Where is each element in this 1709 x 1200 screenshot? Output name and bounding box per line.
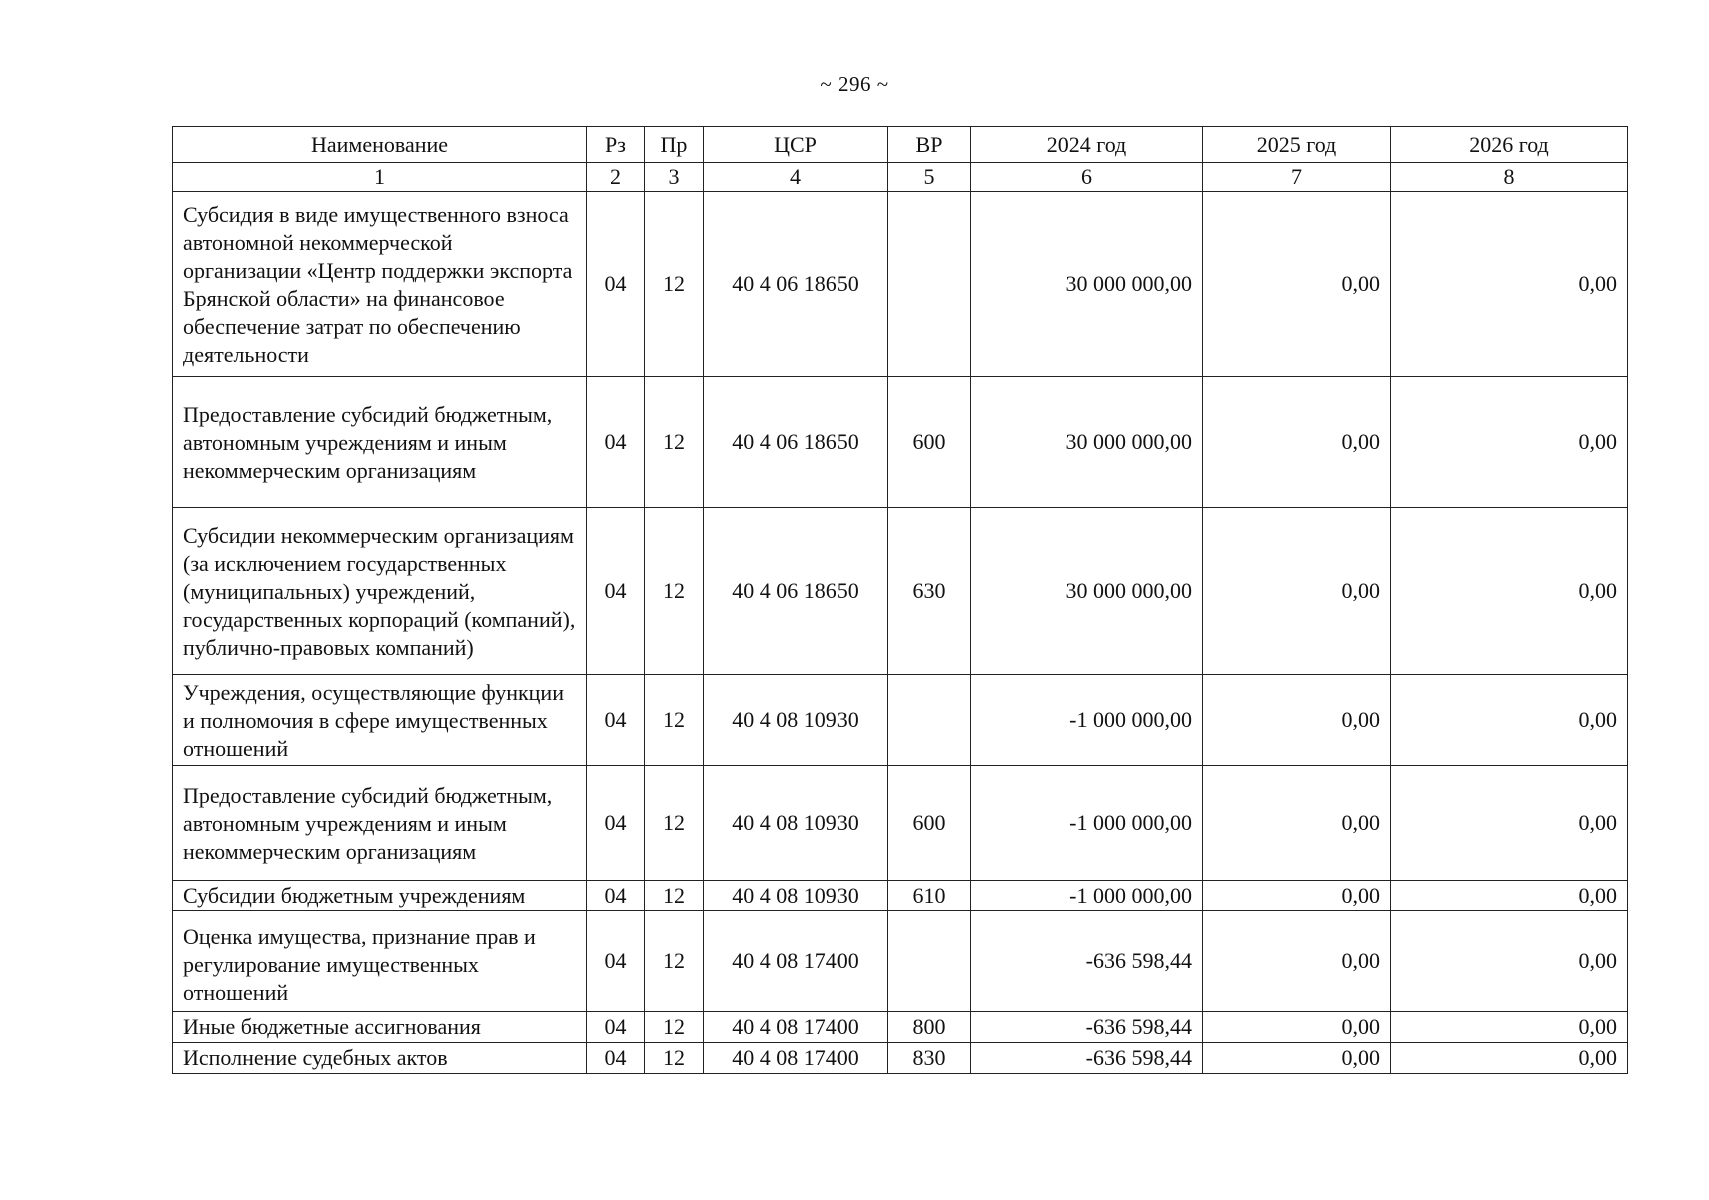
column-number: 5	[888, 163, 971, 192]
row-rz: 04	[587, 881, 645, 911]
row-vr: 610	[888, 881, 971, 911]
row-2026: 0,00	[1391, 192, 1628, 377]
table-row	[173, 508, 1628, 675]
row-pr: 12	[645, 1012, 704, 1043]
row-pr: 12	[645, 1043, 704, 1074]
row-2024: -1 000 000,00	[971, 766, 1203, 881]
row-csr: 40 4 08 17400	[704, 1012, 888, 1043]
header-csr: ЦСР	[704, 127, 888, 163]
row-pr: 12	[645, 192, 704, 377]
row-2025: 0,00	[1203, 1043, 1391, 1074]
table-row	[173, 192, 1628, 377]
row-2024: -636 598,44	[971, 1043, 1203, 1074]
row-2025: 0,00	[1203, 1012, 1391, 1043]
row-rz: 04	[587, 1043, 645, 1074]
row-vr: 600	[888, 766, 971, 881]
row-csr: 40 4 08 17400	[704, 1043, 888, 1074]
page-number: ~ 296 ~	[820, 72, 889, 96]
header-name: Наименование	[173, 127, 587, 163]
row-csr: 40 4 06 18650	[704, 377, 888, 508]
row-rz: 04	[587, 766, 645, 881]
column-number: 7	[1203, 163, 1391, 192]
column-number: 8	[1391, 163, 1628, 192]
header-pr: Пр	[645, 127, 704, 163]
row-2024: 30 000 000,00	[971, 192, 1203, 377]
row-vr	[888, 675, 971, 766]
row-name: Предоставление субсидий бюджетным, автономным учреждениям и иным некоммерческим организациям	[173, 766, 587, 881]
header-vr: ВР	[888, 127, 971, 163]
column-number: 4	[704, 163, 888, 192]
column-number: 6	[971, 163, 1203, 192]
row-name: Предоставление субсидий бюджетным, автономным учреждениям и иным некоммерческим организациям	[173, 377, 587, 508]
row-rz: 04	[587, 508, 645, 675]
row-2024: 30 000 000,00	[971, 508, 1203, 675]
row-rz: 04	[587, 377, 645, 508]
row-name: Субсидии некоммерческим организациям (за исключением государственных (муниципальных) учреждений, государственных корпораций (компаний), публично-правовых компаний)	[173, 508, 587, 675]
row-2025: 0,00	[1203, 881, 1391, 911]
row-2026: 0,00	[1391, 1043, 1628, 1074]
table-row	[173, 766, 1628, 881]
column-number: 1	[173, 163, 587, 192]
header-2025: 2025 год	[1203, 127, 1391, 163]
column-number: 2	[587, 163, 645, 192]
column-number: 3	[645, 163, 704, 192]
row-vr	[888, 192, 971, 377]
row-vr: 800	[888, 1012, 971, 1043]
row-2026: 0,00	[1391, 766, 1628, 881]
row-csr: 40 4 08 10930	[704, 881, 888, 911]
row-name: Исполнение судебных актов	[173, 1043, 587, 1074]
row-2024: -1 000 000,00	[971, 881, 1203, 911]
row-csr: 40 4 08 10930	[704, 766, 888, 881]
row-rz: 04	[587, 1012, 645, 1043]
row-2025: 0,00	[1203, 377, 1391, 508]
row-2026: 0,00	[1391, 508, 1628, 675]
row-2026: 0,00	[1391, 911, 1628, 1012]
row-pr: 12	[645, 881, 704, 911]
row-csr: 40 4 06 18650	[704, 508, 888, 675]
table-row	[173, 911, 1628, 1012]
row-vr	[888, 911, 971, 1012]
row-pr: 12	[645, 766, 704, 881]
row-2025: 0,00	[1203, 911, 1391, 1012]
header-row	[173, 127, 1628, 163]
row-2025: 0,00	[1203, 508, 1391, 675]
row-2024: -1 000 000,00	[971, 675, 1203, 766]
row-name: Субсидия в виде имущественного взноса автономной некоммерческой организации «Центр поддержки экспорта Брянской области» на финансовое обеспечение затрат по обеспечению деятельности	[173, 192, 587, 377]
row-2026: 0,00	[1391, 377, 1628, 508]
row-name: Оценка имущества, признание прав и регулирование имущественных отношений	[173, 911, 587, 1012]
row-vr: 600	[888, 377, 971, 508]
row-2026: 0,00	[1391, 881, 1628, 911]
row-rz: 04	[587, 911, 645, 1012]
row-csr: 40 4 08 17400	[704, 911, 888, 1012]
header-2026: 2026 год	[1391, 127, 1628, 163]
row-pr: 12	[645, 675, 704, 766]
row-2026: 0,00	[1391, 1012, 1628, 1043]
row-rz: 04	[587, 192, 645, 377]
column-number-row	[173, 163, 1628, 192]
budget-table	[172, 126, 1628, 1074]
row-rz: 04	[587, 675, 645, 766]
row-pr: 12	[645, 911, 704, 1012]
row-pr: 12	[645, 377, 704, 508]
table-row	[173, 1043, 1628, 1074]
row-2025: 0,00	[1203, 766, 1391, 881]
row-name: Субсидии бюджетным учреждениям	[173, 881, 587, 911]
row-2024: -636 598,44	[971, 911, 1203, 1012]
row-2025: 0,00	[1203, 192, 1391, 377]
header-2024: 2024 год	[971, 127, 1203, 163]
row-vr: 830	[888, 1043, 971, 1074]
row-name: Иные бюджетные ассигнования	[173, 1012, 587, 1043]
row-vr: 630	[888, 508, 971, 675]
row-csr: 40 4 06 18650	[704, 192, 888, 377]
row-2024: -636 598,44	[971, 1012, 1203, 1043]
header-rz: Рз	[587, 127, 645, 163]
row-2024: 30 000 000,00	[971, 377, 1203, 508]
table-row	[173, 377, 1628, 508]
table-row	[173, 675, 1628, 766]
row-2025: 0,00	[1203, 675, 1391, 766]
table-row	[173, 881, 1628, 911]
row-2026: 0,00	[1391, 675, 1628, 766]
row-name: Учреждения, осуществляющие функции и полномочия в сфере имущественных отношений	[173, 675, 587, 766]
row-pr: 12	[645, 508, 704, 675]
row-csr: 40 4 08 10930	[704, 675, 888, 766]
table-row	[173, 1012, 1628, 1043]
